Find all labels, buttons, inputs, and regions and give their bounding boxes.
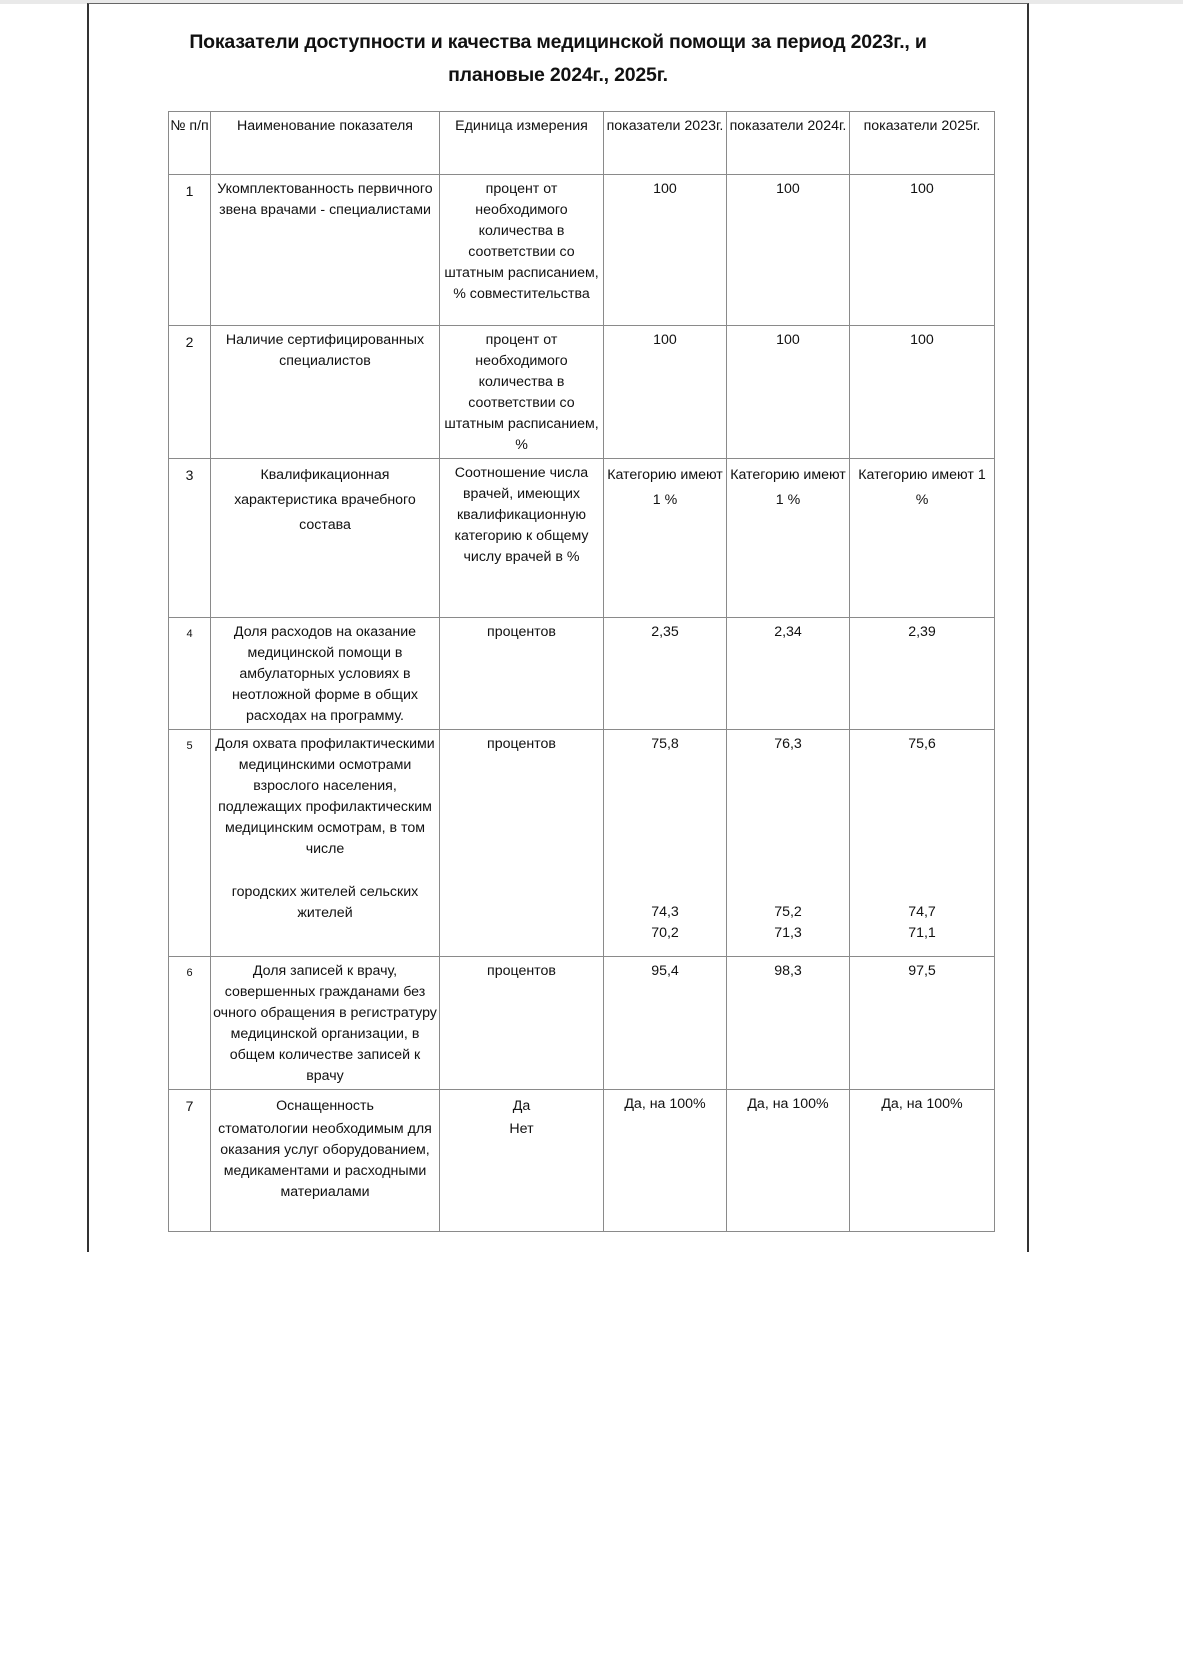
value-2024: Категорию имеют 1 %	[727, 459, 850, 618]
header-2023: показатели 2023г.	[604, 112, 727, 175]
value-2024: 98,3	[727, 957, 850, 1090]
value-2024: 76,3	[774, 736, 802, 752]
indicator-unit: процент от необходимого количества в соответствии со штатным расписанием, %	[440, 326, 604, 459]
row-number: 2	[169, 326, 211, 459]
header-num: № п/п	[169, 112, 211, 175]
table-header-row	[169, 112, 995, 175]
value-2025: 100	[850, 175, 995, 326]
value-2023: 2,35	[604, 618, 727, 730]
indicator-unit: процент от необходимого количества в соответствии со штатным расписанием, % совместительства	[440, 175, 604, 326]
indicator-unit: процентов	[440, 618, 604, 730]
indicator-subcategories: городских жителей сельских жителей	[231, 884, 419, 921]
title-line-2: плановые 2024г., 2025г.	[448, 64, 668, 86]
row-number: 3	[169, 459, 211, 618]
value-2024: 100	[727, 326, 850, 459]
table-row	[169, 326, 995, 459]
unit-option-no: Нет	[509, 1121, 534, 1137]
header-unit: Единица измерения	[440, 112, 604, 175]
indicator-name: Наличие сертифицированных специалистов	[211, 326, 440, 459]
value-2023-urban: 74,3	[651, 904, 679, 920]
indicator-name: Квалификационная характеристика врачебного состава	[211, 459, 440, 618]
spacer	[605, 755, 725, 902]
document-page	[87, 3, 1029, 1252]
unit-option-yes: Да	[512, 1098, 531, 1114]
value-2025-rural: 71,1	[908, 925, 936, 941]
header-2024: показатели 2024г.	[727, 112, 850, 175]
table-row	[169, 175, 995, 326]
value-2025: 97,5	[850, 957, 995, 1090]
spacer	[212, 860, 438, 882]
row-number: 6	[169, 957, 211, 1090]
value-2025-urban: 74,7	[908, 904, 936, 920]
value-2023: 95,4	[604, 957, 727, 1090]
indicator-unit: процентов	[440, 730, 604, 957]
spacer	[728, 755, 848, 902]
indicator-name-group	[211, 730, 440, 957]
header-2025: показатели 2025г.	[850, 112, 995, 175]
value-2024: 2,34	[727, 618, 850, 730]
indicator-unit: Соотношение числа врачей, имеющих квалификационную категорию к общему числу врачей в %	[440, 459, 604, 618]
indicator-name: Доля записей к врачу, совершенных гражданами без очного обращения в регистратуру медицинской организации, в общем количестве записей к врачу	[211, 957, 440, 1090]
value-2023-group	[604, 730, 727, 957]
value-2024: 100	[727, 175, 850, 326]
indicator-name-line1: Оснащенность	[276, 1098, 374, 1114]
title-line-1: Показатели доступности и качества медицинской помощи за период 2023г., и	[189, 31, 927, 53]
value-2023: Да, на 100%	[604, 1090, 727, 1232]
value-2025: 2,39	[850, 618, 995, 730]
spacer	[851, 755, 993, 902]
indicator-unit-group	[440, 1090, 604, 1232]
indicator-unit: процентов	[440, 957, 604, 1090]
value-2023: Категорию имеют 1 %	[604, 459, 727, 618]
header-name: Наименование показателя	[211, 112, 440, 175]
value-2023: 100	[604, 175, 727, 326]
row-number: 1	[169, 175, 211, 326]
value-2024-rural: 71,3	[774, 925, 802, 941]
value-2025: 100	[850, 326, 995, 459]
value-2023: 100	[604, 326, 727, 459]
table-row	[169, 957, 995, 1090]
indicator-name-rest: стоматологии необходимым для оказания услуг оборудованием, медикаментами и расходными материалами	[218, 1121, 432, 1200]
row-number: 5	[169, 730, 211, 957]
value-2025-group	[850, 730, 995, 957]
value-2025: Да, на 100%	[850, 1090, 995, 1232]
indicators-table	[168, 111, 995, 1232]
value-2025: 75,6	[908, 736, 936, 752]
table-row	[169, 618, 995, 730]
value-2023: 75,8	[651, 736, 679, 752]
indicator-name: Доля расходов на оказание медицинской помощи в амбулаторных условиях в неотложной форме в общих расходах на программу.	[211, 618, 440, 730]
row-number: 7	[169, 1090, 211, 1232]
indicator-name: Доля охвата профилактическими медицинскими осмотрами взрослого населения, подлежащих профилактическим медицинским осмотрам, в том числе	[215, 736, 435, 857]
value-2024: Да, на 100%	[727, 1090, 850, 1232]
table-row	[169, 1090, 995, 1232]
value-2023-rural: 70,2	[651, 925, 679, 941]
indicator-name-group	[211, 1090, 440, 1232]
document-title	[89, 26, 1027, 92]
table-row	[169, 459, 995, 618]
indicator-name: Укомплектованность первичного звена врачами - специалистами	[211, 175, 440, 326]
value-2024-urban: 75,2	[774, 904, 802, 920]
value-2025: Категорию имеют 1 %	[850, 459, 995, 618]
row-number: 4	[169, 618, 211, 730]
table-row	[169, 730, 995, 957]
value-2024-group	[727, 730, 850, 957]
